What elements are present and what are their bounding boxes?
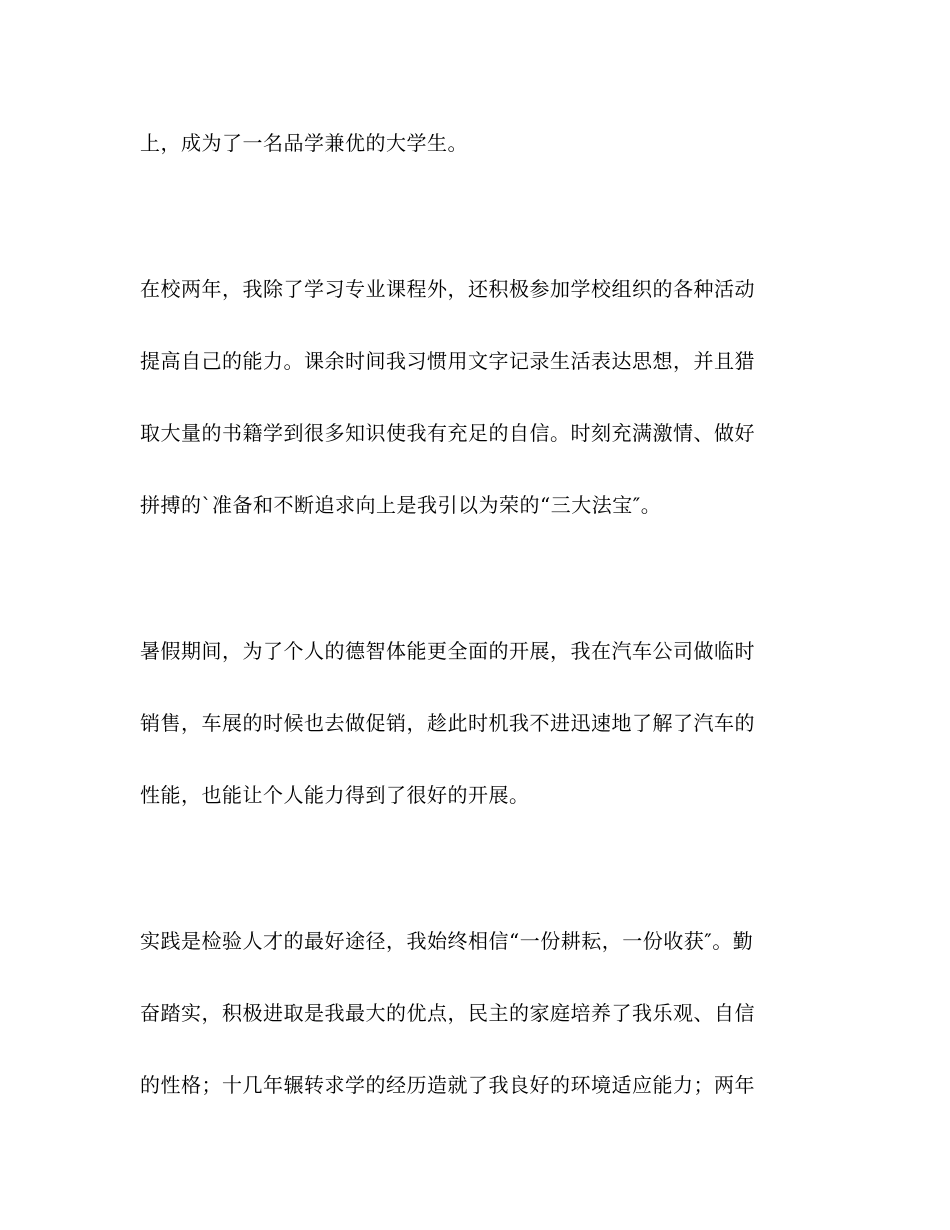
paragraph-2-line-2: 提高自己的能力。课余时间我习惯用文字记录生活表达思想，并且猎 [140,349,755,373]
paragraph-1-line-1: 上，成为了一名品学兼优的大学生。 [140,131,468,155]
paragraph-4-line-2: 奋踏实，积极进取是我最大的优点，民主的家庭培养了我乐观、自信 [140,1001,755,1025]
paragraph-4-line-3: 的性格；十几年辗转求学的经历造就了我良好的环境适应能力；两年 [140,1073,755,1097]
paragraph-2-line-1: 在校两年，我除了学习专业课程外，还积极参加学校组织的各种活动 [140,277,755,301]
paragraph-3-line-2: 销售，车展的时候也去做促销，趁此时机我不进迅速地了解了汽车的 [140,711,755,735]
paragraph-3-line-3: 性能，也能让个人能力得到了很好的开展。 [140,783,530,807]
paragraph-2-line-4: 拼搏的`准备和不断追求向上是我引以为荣的“三大法宝″。 [140,493,662,517]
paragraph-4-line-1: 实践是检验人才的最好途径，我始终相信“一份耕耘，一份收获″。勤 [140,929,754,953]
paragraph-2-line-3: 取大量的书籍学到很多知识使我有充足的自信。时刻充满激情、做好 [140,421,755,445]
paragraph-3-line-1: 暑假期间，为了个人的德智体能更全面的开展，我在汽车公司做临时 [140,639,755,663]
